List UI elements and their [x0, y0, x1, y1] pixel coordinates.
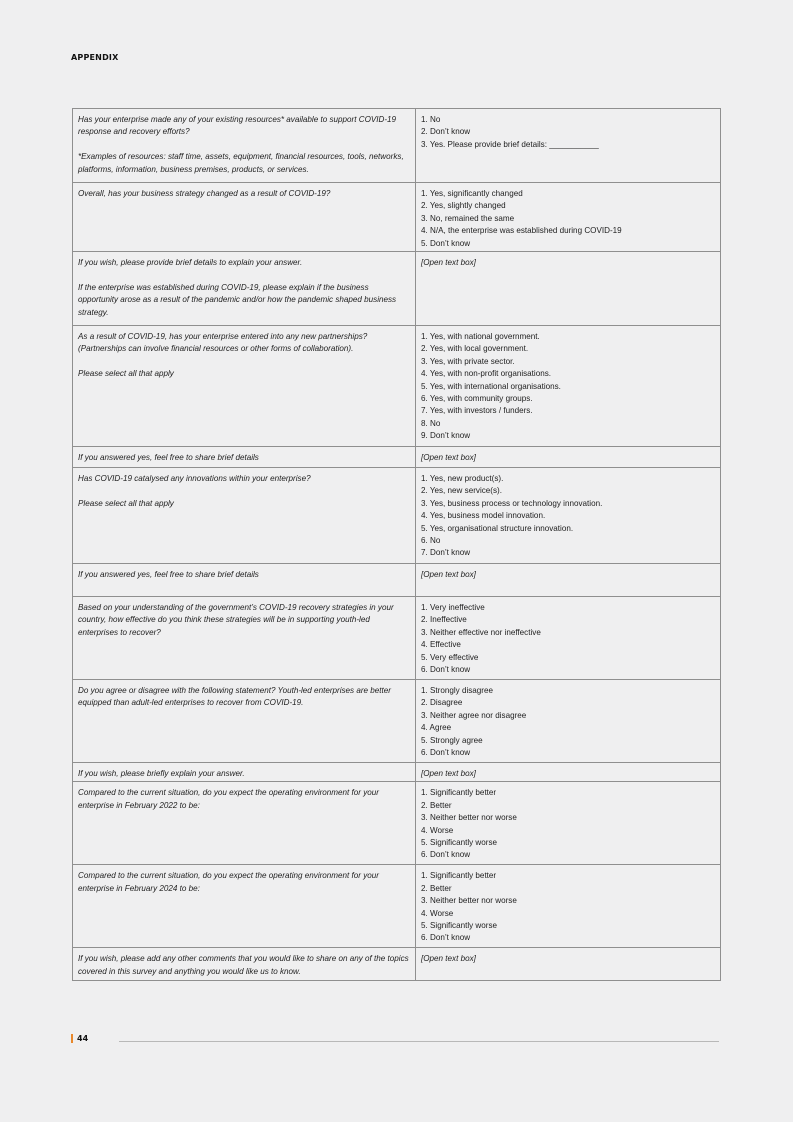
question-row: [73, 597, 721, 680]
paragraph-gap: [78, 269, 410, 281]
answer-option: 6. Don’t know: [421, 748, 471, 758]
answer-options-cell: [416, 326, 721, 447]
answer-options-cell: [416, 865, 721, 948]
open-text-box-label: [Open text box]: [421, 258, 476, 268]
answer-options-cell: [416, 597, 721, 680]
answer-option: 3. Yes, with private sector.: [421, 356, 515, 366]
answer-option: 4. Yes, with non-profit organisations.: [421, 369, 552, 379]
question-row: [73, 680, 721, 763]
answer-options-cell: [416, 447, 721, 468]
answer-option: 2. Yes, new service(s).: [421, 486, 502, 496]
answer-option: 6. Don’t know: [421, 933, 471, 943]
question-text: If the enterprise was established during COVID-19, please explain if the business opportunity arose as a result of the pandemic and/or how the pandemic shaped business strategy.: [78, 282, 399, 317]
answer-option: 5. Significantly worse: [421, 921, 498, 931]
question-text: If you answered yes, feel free to share brief details: [78, 570, 259, 580]
answer-option: 1. Yes, with national government.: [421, 332, 540, 342]
question-text: Do you agree or disagree with the following statement? Youth-led enterprises are better equipped than adult-led enterprises to recover from COVID-19.: [78, 686, 394, 708]
paragraph-gap: [78, 139, 410, 151]
answer-option: 6. Don’t know: [421, 850, 471, 860]
answer-option: 2. Don’t know: [421, 127, 471, 137]
answer-option: 1. Significantly better: [421, 788, 497, 798]
answer-option: 5. Don’t know: [421, 238, 471, 248]
answer-options-cell: [416, 680, 721, 763]
answer-option: 6. Yes, with community groups.: [421, 394, 533, 404]
answer-option: 3. No, remained the same: [421, 213, 515, 223]
question-text: As a result of COVID-19, has your enterprise entered into any new partnerships? (Partnerships can involve financial resources or other forms of collaboration).: [78, 332, 370, 354]
question-text: Has COVID-19 catalysed any innovations within your enterprise?: [78, 474, 311, 484]
question-text: Based on your understanding of the government’s COVID-19 recovery strategies in your country, how effective do you think these strategies will be in supporting youth-led enterprises to recover?: [78, 603, 396, 637]
question-cell: [73, 564, 416, 597]
question-row: [73, 109, 721, 183]
paragraph-gap: [78, 356, 410, 368]
answer-option: 3. Neither better nor worse: [421, 896, 517, 906]
answer-option: 1. No: [421, 115, 441, 124]
paragraph-gap: [78, 485, 410, 497]
answer-option: 6. No: [421, 536, 441, 546]
answer-options-cell: [416, 564, 721, 597]
question-row: [73, 447, 721, 468]
open-text-box-label: [Open text box]: [421, 570, 476, 580]
answer-options-cell: [416, 109, 721, 183]
answer-option: 3. Neither effective nor ineffective: [421, 627, 541, 637]
answer-option: 8. No: [421, 418, 441, 428]
question-text: Compared to the current situation, do you expect the operating environment for your enterprise in February 2022 to be:: [78, 788, 382, 810]
answer-option: 5. Significantly worse: [421, 838, 498, 848]
answer-option: 7. Yes, with investors / funders.: [421, 406, 533, 416]
question-cell: [73, 468, 416, 564]
answer-options-cell: [416, 782, 721, 865]
answer-options-cell: [416, 468, 721, 564]
question-cell: [73, 109, 416, 183]
open-text-box-label: [Open text box]: [421, 769, 476, 779]
answer-option: 1. Significantly better: [421, 871, 497, 881]
question-row: [73, 326, 721, 447]
answer-options-cell: [416, 948, 721, 981]
answer-option: 4. Worse: [421, 908, 454, 918]
question-row: [73, 564, 721, 597]
question-row: [73, 948, 721, 981]
answer-option: 2. Yes, with local government.: [421, 344, 529, 354]
question-row: [73, 252, 721, 326]
open-text-box-label: [Open text box]: [421, 453, 476, 463]
answer-option: 2. Disagree: [421, 698, 463, 708]
answer-option: 4. Yes, business model innovation.: [421, 511, 546, 521]
answer-option: 4. Effective: [421, 640, 461, 650]
answer-option: 5. Strongly agree: [421, 735, 483, 745]
answer-option: 3. Yes. Please provide brief details: ___________: [421, 139, 599, 149]
section-label: APPENDIX: [71, 53, 119, 62]
answer-option: 4. N/A, the enterprise was established during COVID-19: [421, 226, 622, 236]
question-cell: [73, 865, 416, 948]
answer-option: 3. Neither agree nor disagree: [421, 710, 527, 720]
question-row: [73, 763, 721, 782]
question-text: Compared to the current situation, do you expect the operating environment for your enterprise in February 2024 to be:: [78, 871, 382, 893]
question-row: [73, 782, 721, 865]
answer-option: 4. Worse: [421, 825, 454, 835]
question-cell: [73, 326, 416, 447]
question-text: Please select all that apply: [78, 369, 174, 379]
answer-option: 3. Neither better nor worse: [421, 813, 517, 823]
answer-option: 9. Don’t know: [421, 431, 471, 441]
question-cell: [73, 252, 416, 326]
answer-option: 2. Ineffective: [421, 615, 467, 625]
question-row: [73, 865, 721, 948]
survey-questions-table: [72, 108, 721, 981]
answer-option: 5. Yes, organisational structure innovation.: [421, 523, 574, 533]
question-cell: [73, 597, 416, 680]
answer-option: 4. Agree: [421, 723, 452, 733]
answer-option: 1. Yes, significantly changed: [421, 189, 523, 198]
answer-option: 2. Better: [421, 800, 452, 810]
answer-options-cell: [416, 763, 721, 782]
answer-options-cell: [416, 183, 721, 252]
question-text: If you answered yes, feel free to share brief details: [78, 453, 259, 463]
answer-option: 1. Very ineffective: [421, 603, 485, 613]
answer-option: 1. Strongly disagree: [421, 686, 493, 696]
page-number: 44: [71, 1034, 88, 1043]
question-text: If you wish, please provide brief details to explain your answer.: [78, 258, 303, 268]
question-text: Has your enterprise made any of your existing resources* available to support COVID-19 response and recovery efforts?: [78, 115, 399, 137]
footer-divider: [119, 1041, 719, 1042]
question-cell: [73, 447, 416, 468]
answer-option: 1. Yes, new product(s).: [421, 474, 504, 484]
question-cell: [73, 763, 416, 782]
question-cell: [73, 782, 416, 865]
question-text: *Examples of resources: staff time, assets, equipment, financial resources, tools, networks, platforms, information, business premises, products, or services.: [78, 152, 406, 174]
open-text-box-label: [Open text box]: [421, 954, 476, 964]
answer-option: 6. Don’t know: [421, 665, 471, 675]
answer-option: 2. Yes, slightly changed: [421, 201, 506, 211]
answer-option: 5. Very effective: [421, 652, 479, 662]
question-text: If you wish, please add any other comments that you would like to share on any of the topics covered in this survey and anything you would like us to know.: [78, 954, 411, 976]
answer-option: 2. Better: [421, 883, 452, 893]
answer-option: 3. Yes, business process or technology innovation.: [421, 498, 603, 508]
answer-option: 7. Don’t know: [421, 548, 471, 558]
question-cell: [73, 948, 416, 981]
question-cell: [73, 183, 416, 252]
question-text: Overall, has your business strategy changed as a result of COVID-19?: [78, 189, 331, 198]
question-row: [73, 183, 721, 252]
answer-option: 5. Yes, with international organisations.: [421, 381, 561, 391]
question-text: If you wish, please briefly explain your answer.: [78, 769, 245, 779]
answer-options-cell: [416, 252, 721, 326]
question-cell: [73, 680, 416, 763]
question-row: [73, 468, 721, 564]
question-text: Please select all that apply: [78, 498, 174, 508]
